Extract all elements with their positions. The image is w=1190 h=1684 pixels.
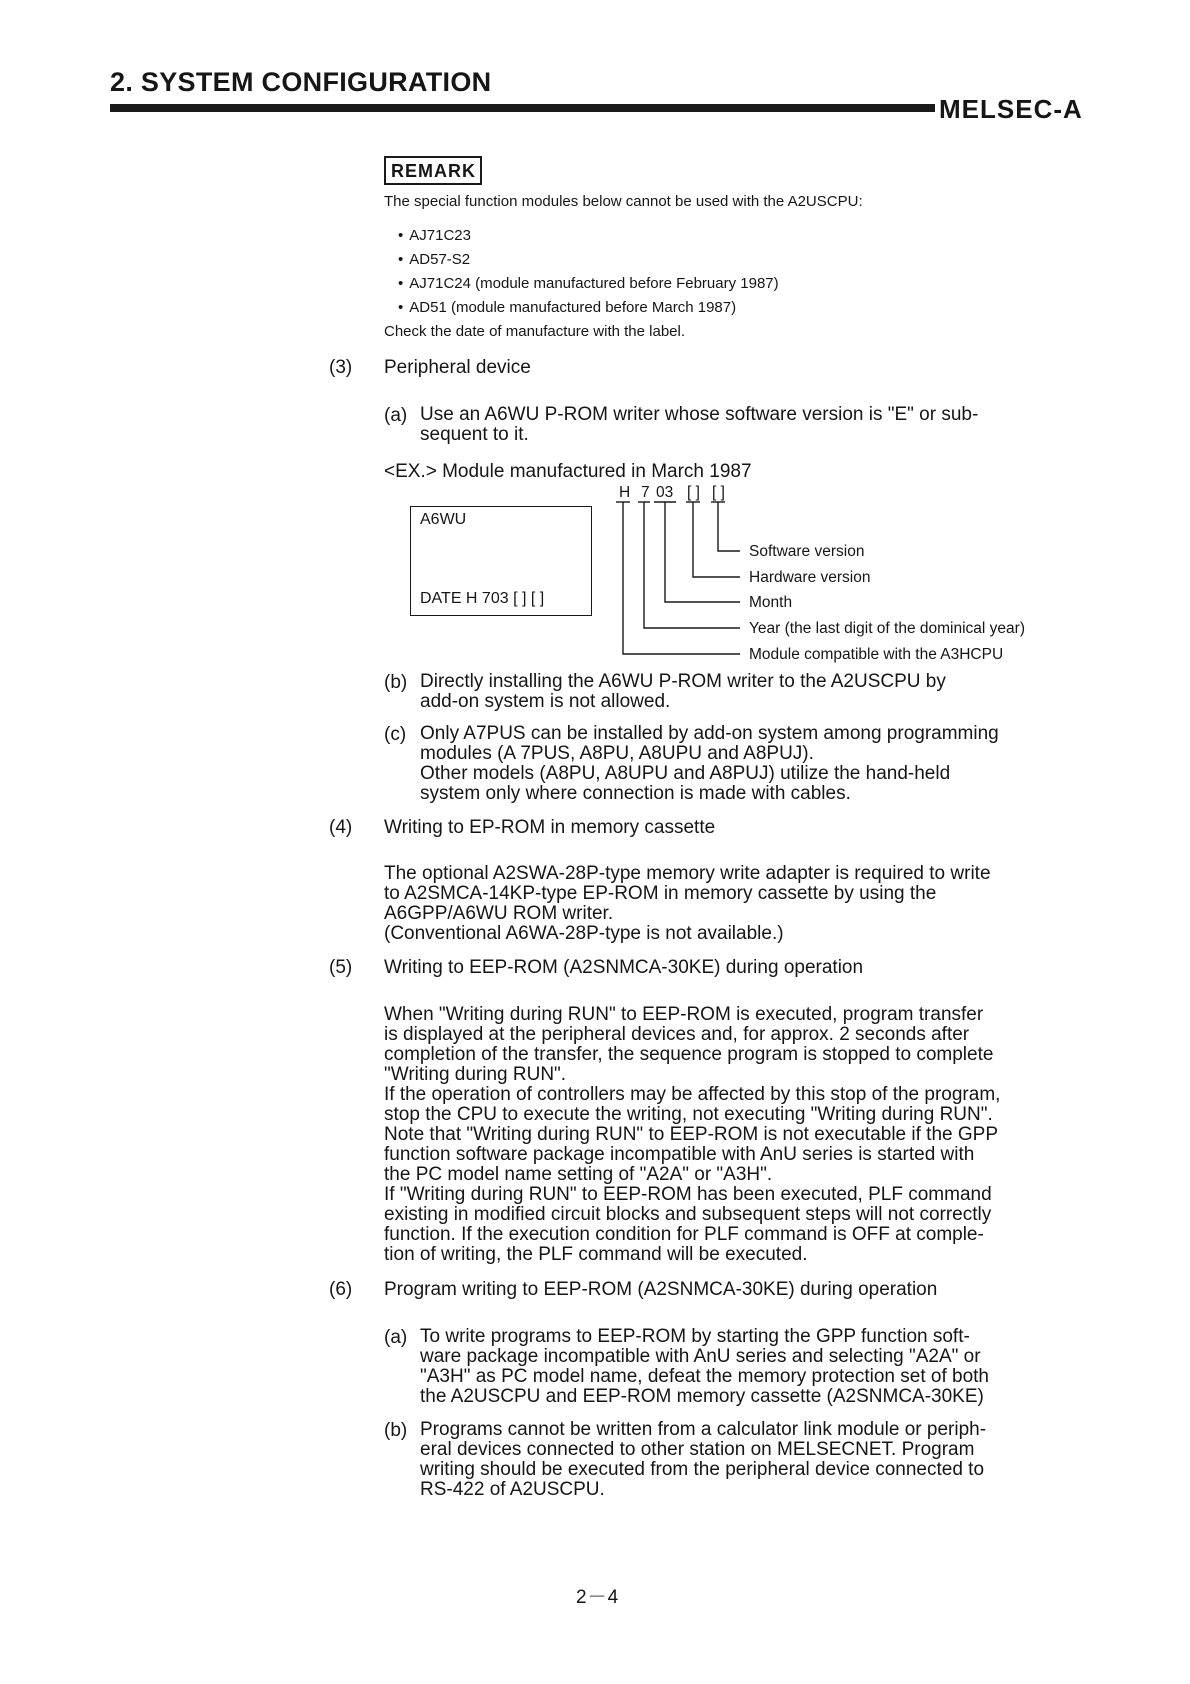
code-software: [ ] [712, 484, 725, 501]
code-hardware: [ ] [687, 484, 700, 501]
remark-item: • AJ71C23 [398, 227, 471, 244]
section-5-number: (5) [329, 957, 353, 978]
section-6-number: (6) [329, 1279, 353, 1300]
code-h: H [619, 484, 631, 501]
item-3a-text: Use an A6WU P-ROM writer whose software version is "E" or sub- sequent to it. [420, 404, 979, 445]
item-3c-label: (c) [384, 724, 407, 745]
item-3a-label: (a) [384, 405, 408, 426]
remark-intro: The special function modules below cannot be used with the A2USCPU: [384, 193, 863, 210]
item-6a-label: (a) [384, 1327, 408, 1348]
remark-item: • AD57-S2 [398, 251, 470, 268]
legend-module: Module compatible with the A3HCPU [749, 646, 1004, 663]
section-5-heading: Writing to EEP-ROM (A2SNMCA-30KE) during operation [384, 957, 864, 978]
brand-name: MELSEC-A [939, 94, 1083, 124]
item-6a-text: To write programs to EEP-ROM by starting the GPP function soft- ware package incompatible with AnU series and selecting "A2A" or "A3H" as PC model name, defeat the memory protection set of both the A2USCPU and EEP-ROM memory cassette (A2SNMCA-30KE) [420, 1326, 989, 1407]
legend-month: Month [749, 594, 793, 611]
item-3b-label: (b) [384, 672, 408, 693]
item-6b-text: Programs cannot be written from a calculator link module or periph- eral devices connected to other station on MELSECNET. Program writing should be executed from the peripheral device connected to RS-422 of A2USCPU. [420, 1419, 987, 1500]
item-3c-text: Only A7PUS can be installed by add-on system among programming modules (A 7PUS, A8PU, A8UPU and A8PUJ). Other models (A8PU, A8UPU and A8PUJ) utilize the hand-held system only where connection is made with cables. [420, 723, 999, 804]
code-month: 03 [656, 484, 674, 501]
item-3b-text: Directly installing the A6WU P-ROM writer to the A2USCPU by add-on system is not allowed. [420, 671, 946, 712]
section-6-heading: Program writing to EEP-ROM (A2SNMCA-30KE) during operation [384, 1279, 938, 1300]
section-title: 2. SYSTEM CONFIGURATION [110, 67, 492, 97]
legend-hardware: Hardware version [749, 569, 871, 586]
example-caption: <EX.> Module manufactured in March 1987 [384, 461, 752, 482]
section-4-number: (4) [329, 817, 353, 838]
section-4-text: The optional A2SWA-28P-type memory write adapter is required to write to A2SMCA-14KP-type EP-ROM in memory cassette by using the A6GPP/A6WU ROM writer. (Conventional A6WA-28P-type is not available.) [384, 863, 991, 944]
remark-note: Check the date of manufacture with the label. [384, 323, 686, 340]
label-date: DATE H 703 [ ] [ ] [420, 590, 545, 607]
section-4-heading: Writing to EP-ROM in memory cassette [384, 817, 716, 838]
legend-software: Software version [749, 543, 865, 560]
page-number: 2－4 [576, 1587, 620, 1608]
section-3-number: (3) [329, 357, 353, 378]
code-year: 7 [641, 484, 650, 501]
item-6b-label: (b) [384, 1420, 408, 1441]
remark-item: • AJ71C24 (module manufactured before February 1987) [398, 275, 779, 292]
section-5-text: When "Writing during RUN" to EEP-ROM is executed, program transfer is displayed at the peripheral devices and, for approx. 2 seconds after completion of the transfer, the sequence program is stopped to complete "Writing during RUN". If the operation of controllers may be affected by this stop of the program, stop the CPU to execute the writing, not executing "Writing during RUN". Note that "Writing during RUN" to EEP-ROM is not executable if the GPP function software package incompatible with AnU series is started with the PC model name setting of "A2A" or "A3H". If "Writing during RUN" to EEP-ROM has been executed, PLF command existing in modified circuit blocks and subsequent steps will not correctly function. If the execution condition for PLF command is OFF at comple- tion of writing, the PLF command will be executed. [384, 1004, 1001, 1265]
remark-title: REMARK [384, 156, 482, 185]
label-model: A6WU [420, 511, 467, 528]
legend-year: Year (the last digit of the dominical year) [749, 620, 1025, 637]
remark-item: • AD51 (module manufactured before March 1987) [398, 299, 736, 316]
section-3-heading: Peripheral device [384, 357, 531, 378]
